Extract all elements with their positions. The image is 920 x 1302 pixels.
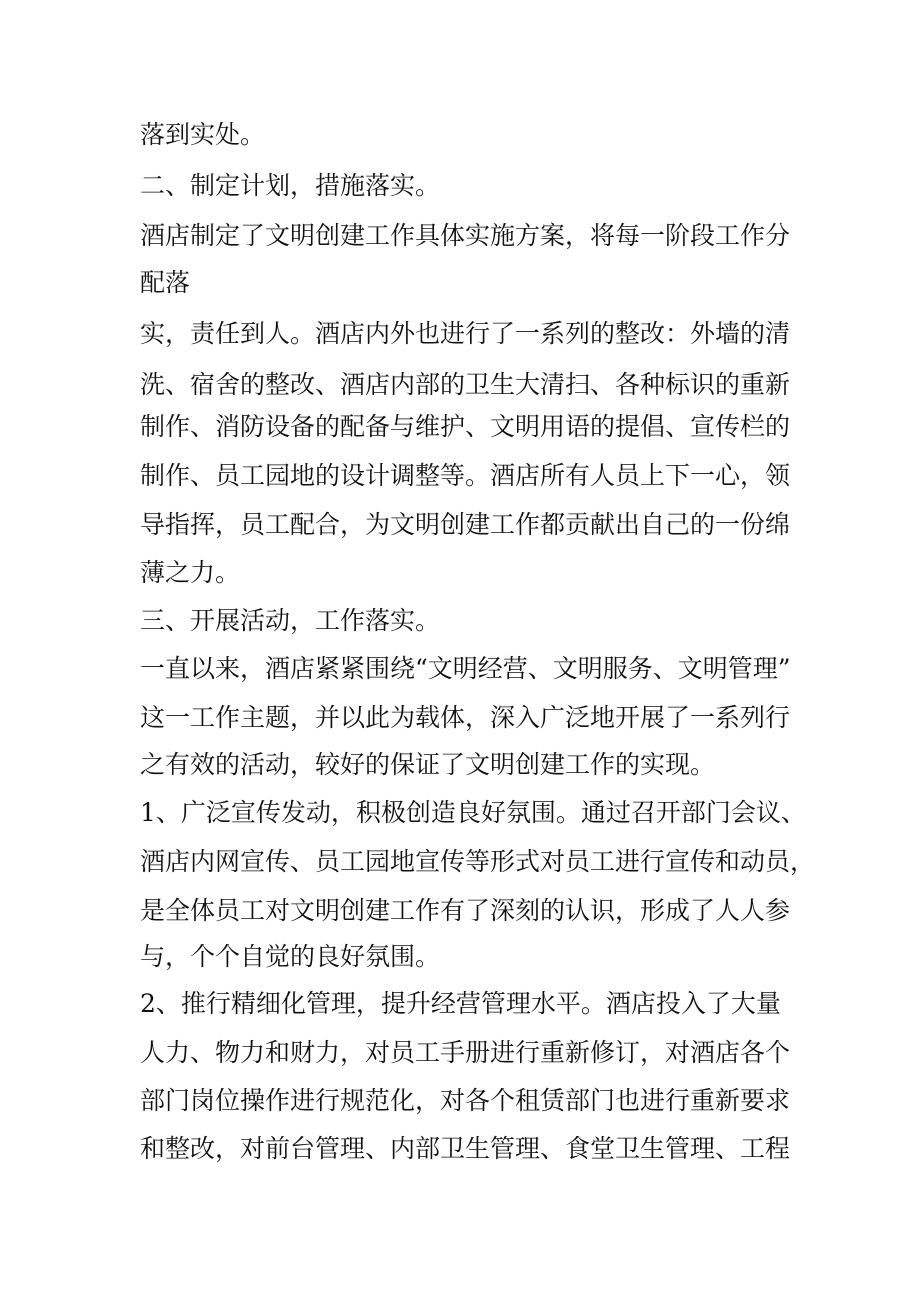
- text-line: 酒店内网宣传、员工园地宣传等形式对员工进行宣传和动员，: [140, 847, 816, 876]
- text-line: 2、推行精细化管理，提升经营管理水平。酒店投入了大量: [140, 989, 781, 1018]
- text-line: 制作、消防设备的配备与维护、文明用语的提倡、宣传栏的: [140, 412, 791, 441]
- text-line: 洗、宿舍的整改、酒店内部的卫生大清扫、各种标识的重新: [140, 370, 791, 399]
- text-line: 和整改，对前台管理、内部卫生管理、食堂卫生管理、工程: [140, 1134, 791, 1163]
- text-line: 制作、员工园地的设计调整等。酒店所有人员上下一心，领: [140, 461, 791, 490]
- text-line: 落到实处。: [140, 120, 266, 149]
- text-line: 与，个个自觉的良好氛围。: [140, 942, 441, 971]
- text-line: 1、广泛宣传发动，积极创造良好氛围。通过召开部门会议、: [140, 798, 806, 827]
- text-line: 薄之力。: [140, 558, 241, 587]
- text-line: 配落: [140, 268, 191, 297]
- text-line: 之有效的活动，较好的保证了文明创建工作的实现。: [140, 750, 716, 779]
- text-line: 酒店制定了文明创建工作具体实施方案，将每一阶段工作分: [140, 221, 791, 250]
- text-line: 部门岗位操作进行规范化，对各个租赁部门也进行重新要求: [140, 1086, 791, 1115]
- text-line: 导指挥，员工配合，为文明创建工作都贡献出自己的一份绵: [140, 510, 791, 539]
- text-line: 人力、物力和财力，对员工手册进行重新修订，对酒店各个: [140, 1038, 791, 1067]
- text-line: 一直以来，酒店紧紧围绕“文明经营、文明服务、文明管理”: [140, 654, 791, 683]
- text-line: 实，责任到人。酒店内外也进行了一系列的整改：外墙的清: [140, 319, 791, 348]
- section-heading: 二、制定计划，措施落实。: [140, 171, 441, 200]
- section-heading: 三、开展活动，工作落实。: [140, 606, 441, 635]
- text-line: 是全体员工对文明创建工作有了深刻的认识，形成了人人参: [140, 896, 791, 925]
- text-line: 这一工作主题，并以此为载体，深入广泛地开展了一系列行: [140, 703, 791, 732]
